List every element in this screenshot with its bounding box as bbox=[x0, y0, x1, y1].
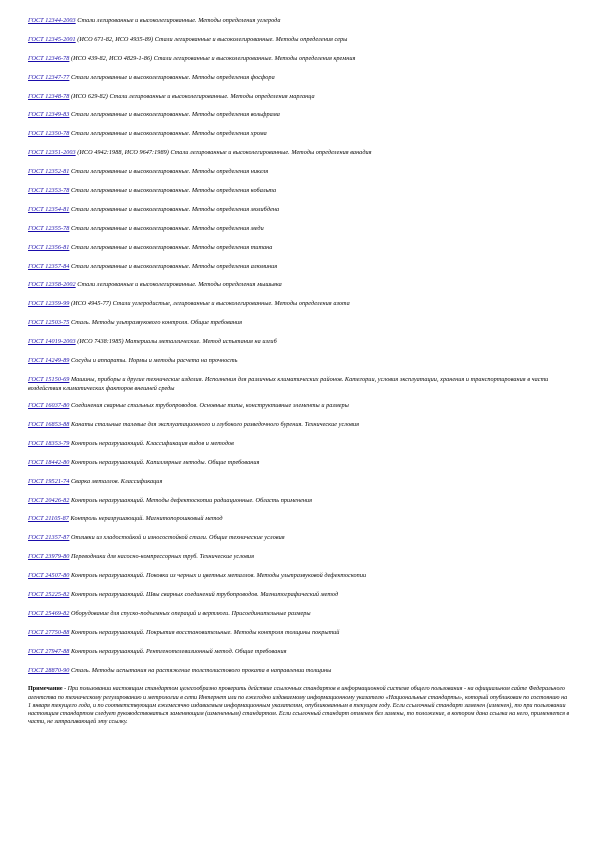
standard-title: (ИСО 4945-77) Стали углеродистые, легированные и высоколегированные. Методы определения азота bbox=[71, 300, 350, 308]
standard-link[interactable]: ГОСТ 12356-81 bbox=[28, 243, 70, 251]
standard-link[interactable]: ГОСТ 12345-2001 bbox=[28, 35, 76, 43]
standard-title: Стали легированные и высоколегированные. Методы определения алюминия bbox=[71, 262, 278, 270]
standard-title: Контроль неразрушающий. Поковки из черных и цветных металлов. Методы ультразвуковой дефектоскопии bbox=[71, 572, 367, 580]
standard-link[interactable]: ГОСТ 15150-69 bbox=[28, 375, 70, 383]
reference-item bbox=[28, 74, 570, 83]
reference-item bbox=[28, 440, 570, 449]
note-paragraph bbox=[28, 685, 570, 726]
reference-item bbox=[28, 281, 570, 290]
reference-item bbox=[28, 667, 570, 676]
reference-item bbox=[28, 319, 570, 328]
standard-title: Сталь. Методы испытания на растяжение толстолистового проката в направлении толщины bbox=[71, 666, 332, 674]
standard-title: Контроль неразрушающий. Классификация видов и методов bbox=[71, 439, 234, 447]
standard-title: (ИСО 671-82, ИСО 4935-89) Стали легированные и высоколегированные. Методы определения серы bbox=[77, 35, 348, 43]
standard-title: Контроль неразрушающий. Покрытия восстановительные. Методы контроля толщины покрытий bbox=[71, 628, 340, 636]
reference-item bbox=[28, 168, 570, 177]
standard-link[interactable]: ГОСТ 12348-78 bbox=[28, 92, 70, 100]
standard-title: (ИСО 7438:1985) Материалы металлические. Метод испытания на изгиб bbox=[77, 338, 277, 346]
reference-item bbox=[28, 497, 570, 506]
standard-title: (ИСО 629-82) Стали легированные и высоколегированные. Методы определения марганца bbox=[71, 92, 315, 100]
standard-link[interactable]: ГОСТ 12352-81 bbox=[28, 168, 70, 176]
standard-title: Сталь. Методы ультразвукового контроля. Общие требования bbox=[71, 319, 243, 327]
standard-link[interactable]: ГОСТ 27750-88 bbox=[28, 628, 70, 636]
reference-item bbox=[28, 421, 570, 430]
standard-link[interactable]: ГОСТ 14249-89 bbox=[28, 357, 70, 365]
standard-link[interactable]: ГОСТ 12355-78 bbox=[28, 224, 70, 232]
standard-link[interactable]: ГОСТ 23979-80 bbox=[28, 553, 70, 561]
standard-title: Стали легированные и высоколегированные. Методы определения хрома bbox=[71, 130, 267, 138]
standard-title: Контроль неразрушающий. Методы дефектоскопии радиационные. Область применения bbox=[71, 496, 313, 504]
reference-item bbox=[28, 357, 570, 366]
reference-item bbox=[28, 534, 570, 543]
standard-link[interactable]: ГОСТ 21105-87 bbox=[28, 515, 69, 523]
standard-title: Стали легированные и высоколегированные. Методы определения меди bbox=[71, 224, 264, 232]
reference-item bbox=[28, 629, 570, 638]
reference-item bbox=[28, 244, 570, 253]
reference-item bbox=[28, 130, 570, 139]
standard-title: Отливки из хладостойкой и износостойкой стали. Общие технические условия bbox=[71, 534, 285, 542]
standard-title: Стали легированные и высоколегированные. Методы определения молибдена bbox=[71, 205, 280, 213]
reference-item bbox=[28, 187, 570, 196]
standard-title: Оборудование для спуско-подъемных операций и вертлюги. Присоединительные размеры bbox=[71, 609, 311, 617]
standard-link[interactable]: ГОСТ 16037-80 bbox=[28, 402, 70, 410]
reference-item bbox=[28, 402, 570, 411]
standard-link[interactable]: ГОСТ 18442-80 bbox=[28, 458, 70, 466]
standard-link[interactable]: ГОСТ 12344-2003 bbox=[28, 17, 76, 24]
reference-item bbox=[28, 111, 570, 120]
standard-link[interactable]: ГОСТ 12347-77 bbox=[28, 73, 70, 81]
standard-link[interactable]: ГОСТ 12350-78 bbox=[28, 130, 70, 138]
standard-title: Переводники для насосно-компрессорных труб. Технические условия bbox=[71, 553, 254, 561]
standard-title: Сварка металлов. Классификация bbox=[71, 477, 163, 485]
reference-item bbox=[28, 610, 570, 619]
standard-title: Канаты стальные талевые для эксплуатационного и глубокого разведочного бурения. Технические условия bbox=[71, 421, 360, 428]
standard-title: Стали легированные и высоколегированные. Методы определения вольфрама bbox=[71, 111, 280, 119]
standard-title: Стали легированные и высоколегированные. Методы определения фосфора bbox=[71, 73, 275, 81]
standard-title: Контроль неразрушающий. Магнитопорошковый метод bbox=[70, 515, 223, 523]
note-text: - При пользовании настоящим стандартом целесообразно проверить действие ссылочных стандартов в информационной системе общего пользования - на официальном сайте Федерального агентства по техническому регулированию и метрологии в сети Интернет или по ежегодно издаваемому информационному указателю «Национальные стандарты», который опубликован по состоянию на 1 января текущего года, и по соответствующим ежемесячно издаваемым информационным указателям, опубликованным в текущем году. Если ссылочный стандарт заменен (изменен), то при пользовании настоящим стандартом следует руководствоваться заменяющим (измененным) стандартом. Если ссылочный стандарт отменен без замены, то положение, в котором дана ссылка на него, применяется в части, не затрагивающей эту ссылку. bbox=[28, 686, 570, 726]
standard-title: Стали легированные и высоколегированные. Методы определения титана bbox=[71, 243, 273, 251]
reference-list bbox=[28, 17, 570, 675]
reference-item bbox=[28, 591, 570, 600]
standard-title: Контроль неразрушающий. Швы сварных соединений трубопроводов. Магнитографический метод bbox=[71, 591, 339, 599]
note-heading: Примечание bbox=[28, 686, 63, 693]
reference-item bbox=[28, 338, 570, 347]
reference-item bbox=[28, 376, 570, 393]
standard-link[interactable]: ГОСТ 19521-74 bbox=[28, 477, 70, 485]
reference-item bbox=[28, 17, 570, 26]
standard-link[interactable]: ГОСТ 25225-82 bbox=[28, 591, 70, 599]
standard-title: Сосуды и аппараты. Нормы и методы расчета на прочность bbox=[71, 357, 238, 365]
standard-link[interactable]: ГОСТ 25469-82 bbox=[28, 609, 70, 617]
standard-link[interactable]: ГОСТ 14019-2003 bbox=[28, 338, 76, 346]
standard-link[interactable]: ГОСТ 18353-79 bbox=[28, 439, 70, 447]
standard-title: (ИСО 439-82, ИСО 4829-1-86) Стали легированные и высоколегированные. Методы определения кремния bbox=[71, 54, 356, 62]
reference-item bbox=[28, 478, 570, 487]
standard-title: Стали легированные и высоколегированные. Методы определения мышьяка bbox=[77, 281, 282, 289]
standard-link[interactable]: ГОСТ 21357-87 bbox=[28, 534, 70, 542]
standard-title: Стали легированные и высоколегированные. Методы определения кобальта bbox=[71, 187, 277, 195]
standard-link[interactable]: ГОСТ 24507-80 bbox=[28, 572, 70, 580]
standard-title: Соединения сварные стальных трубопроводов. Основные типы, конструктивные элементы и размеры bbox=[71, 402, 349, 410]
reference-item bbox=[28, 553, 570, 562]
reference-item bbox=[28, 572, 570, 581]
standard-link[interactable]: ГОСТ 12353-78 bbox=[28, 187, 70, 195]
standard-link[interactable]: ГОСТ 12357-84 bbox=[28, 262, 70, 270]
standard-title: Машины, приборы и другие технические изделия. Исполнения для различных климатических районов. Категории, условия эксплуатации, хранения и транспортирования в части воздействия климатических факторов внешней среды bbox=[28, 375, 549, 392]
standard-link[interactable]: ГОСТ 12346-78 bbox=[28, 54, 70, 62]
reference-item bbox=[28, 648, 570, 657]
standard-link[interactable]: ГОСТ 12503-75 bbox=[28, 319, 70, 327]
standard-title: Контроль неразрушающий. Рентгенотелевизионный метод. Общие требования bbox=[71, 647, 287, 655]
reference-item bbox=[28, 55, 570, 64]
reference-item bbox=[28, 459, 570, 468]
reference-item bbox=[28, 206, 570, 215]
reference-item bbox=[28, 263, 570, 272]
reference-item bbox=[28, 300, 570, 309]
standard-link[interactable]: ГОСТ 12358-2002 bbox=[28, 281, 76, 289]
standard-link[interactable]: ГОСТ 16853-88 bbox=[28, 421, 70, 428]
standard-link[interactable]: ГОСТ 12351-2003 bbox=[28, 149, 76, 157]
standard-title: Стали легированные и высоколегированные. Методы определения углерода bbox=[77, 17, 281, 24]
reference-item bbox=[28, 225, 570, 234]
reference-item bbox=[28, 36, 570, 45]
standard-title: Стали легированные и высоколегированные. Методы определения никеля bbox=[71, 168, 269, 176]
standard-title: Контроль неразрушающий. Капиллярные методы. Общие требования bbox=[71, 458, 260, 466]
references-page bbox=[28, 17, 570, 726]
standard-link[interactable]: ГОСТ 28870-90 bbox=[28, 666, 70, 674]
reference-item bbox=[28, 93, 570, 102]
reference-item bbox=[28, 149, 570, 158]
reference-item bbox=[28, 515, 570, 524]
standard-link[interactable]: ГОСТ 27947-88 bbox=[28, 647, 70, 655]
standard-link[interactable]: ГОСТ 12349-83 bbox=[28, 111, 70, 119]
standard-link[interactable]: ГОСТ 12359-99 bbox=[28, 300, 70, 308]
standard-title: (ИСО 4942:1988, ИСО 9647:1989) Стали легированные и высоколегированные. Методы определения ванадия bbox=[77, 149, 372, 157]
standard-link[interactable]: ГОСТ 12354-81 bbox=[28, 205, 70, 213]
standard-link[interactable]: ГОСТ 20426-82 bbox=[28, 496, 70, 504]
